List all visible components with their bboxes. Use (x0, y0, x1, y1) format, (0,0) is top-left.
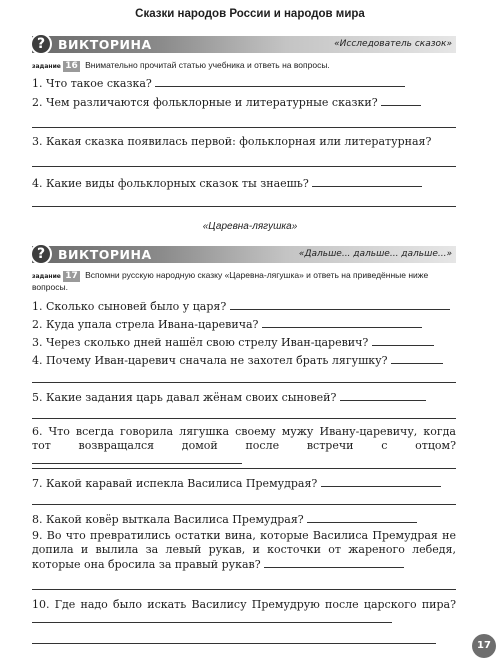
answer-line[interactable] (32, 206, 456, 207)
question-8: 8. Какой ковёр выткала Василиса Премудрая? (32, 512, 456, 527)
task-16 (32, 60, 462, 72)
page-number: 17 (472, 634, 496, 658)
question-5: 5. Какие задания царь давал жёнам своих сыновей? (32, 390, 456, 405)
question-10: 10. Где надо было искать Василису Премудрую после царского пира? (32, 598, 456, 627)
quiz-header-2 (32, 246, 456, 263)
task-tag: задание (32, 273, 61, 280)
question-3: 3. Какая сказка появилась первой: фольклорная или литературная? (32, 135, 432, 148)
answer-line[interactable] (307, 512, 417, 523)
quiz-header-1 (32, 36, 456, 53)
answer-line[interactable] (321, 476, 441, 487)
question-6: 6. Что всегда говорила лягушка своему мужу Ивану-царевичу, когда тот возвращался домой после встречи с отцом? (32, 425, 456, 468)
answer-line[interactable] (32, 504, 456, 505)
answer-line[interactable] (32, 468, 456, 469)
question-2: 2. Куда упала стрела Ивана-царевича? (32, 317, 456, 332)
answer-line[interactable] (381, 95, 421, 106)
quiz-subtitle: «Дальше... дальше... дальше...» (298, 249, 452, 259)
question-9: 9. Во что превратились остатки вина, которые Василиса Премудрая не допила и вылила за левый рукав, и косточки от жареного лебедя, которые она бросила за правый рукав? (32, 529, 456, 571)
question-4: 4. Какие виды фольклорных сказок ты знаешь? (32, 176, 456, 191)
answer-line[interactable] (340, 390, 426, 401)
task-tag: задание (32, 63, 61, 70)
question-7: 7. Какой каравай испекла Василиса Премудрая? (32, 476, 456, 491)
answer-line[interactable] (262, 317, 422, 328)
answer-line[interactable] (32, 127, 456, 128)
answer-line[interactable] (155, 76, 405, 87)
answer-line[interactable] (312, 176, 422, 187)
question-1: 1. Что такое сказка? (32, 76, 456, 91)
question-2: 2. Чем различаются фольклорные и литературные сказки? (32, 95, 456, 110)
task-instructions: Вспомни русскую народную сказку «Царевна-лягушка» и ответь на приведённые ниже вопросы. (32, 270, 429, 292)
answer-line[interactable] (32, 612, 392, 623)
task-number: 16 (65, 61, 78, 71)
answer-line[interactable] (391, 353, 443, 364)
answer-line[interactable] (32, 453, 242, 464)
question-1: 1. Сколько сыновей было у царя? (32, 299, 456, 314)
answer-line[interactable] (372, 335, 434, 346)
page-title: Сказки народов России и народов мира (135, 8, 365, 20)
task-instructions: Внимательно прочитай статью учебника и ответь на вопросы. (85, 60, 330, 70)
answer-line[interactable] (32, 643, 436, 644)
answer-line[interactable] (32, 589, 456, 590)
question-3: 3. Через сколько дней нашёл свою стрелу Иван-царевич? (32, 335, 456, 350)
story-title: «Царевна-лягушка» (202, 221, 298, 232)
question-mark-icon: ? (30, 33, 52, 55)
answer-line[interactable] (264, 557, 404, 568)
answer-line[interactable] (32, 382, 456, 383)
answer-line[interactable] (32, 418, 456, 419)
task-17 (32, 270, 462, 293)
quiz-subtitle: «Исследователь сказок» (334, 39, 452, 49)
answer-line[interactable] (230, 299, 450, 310)
quiz-label: ВИКТОРИНА (58, 247, 152, 262)
quiz-label: ВИКТОРИНА (58, 37, 152, 52)
answer-line[interactable] (32, 166, 456, 167)
task-number: 17 (65, 271, 78, 281)
question-4: 4. Почему Иван-царевич сначала не захотел брать лягушку? (32, 353, 456, 368)
question-mark-icon: ? (30, 243, 52, 265)
